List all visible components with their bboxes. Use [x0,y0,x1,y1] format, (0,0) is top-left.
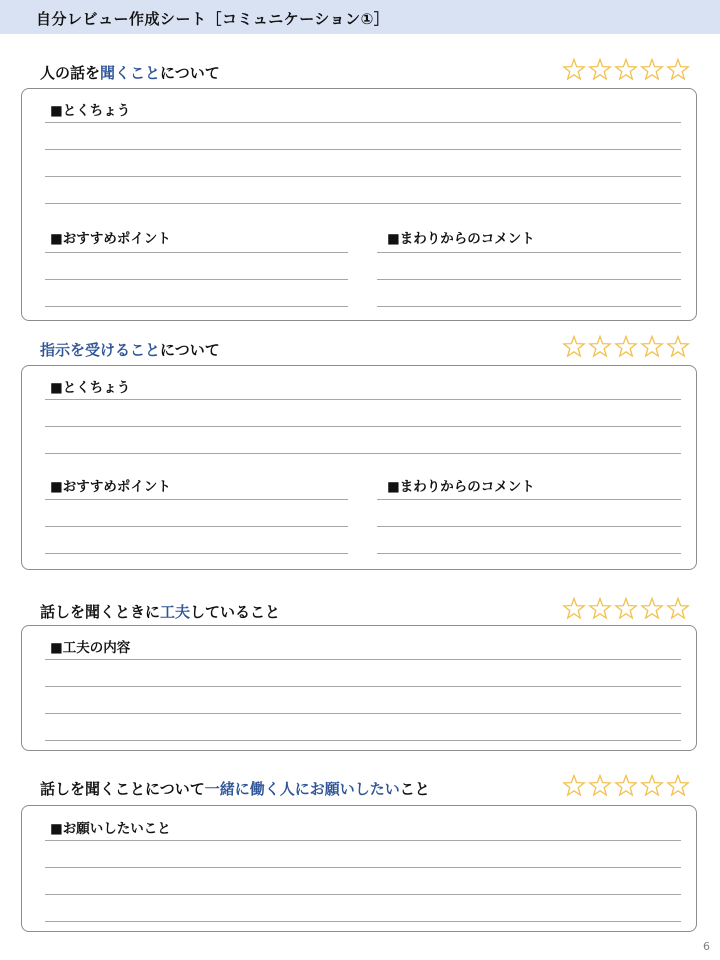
section-2-box [21,365,697,570]
section-2-star-rating[interactable] [562,335,690,361]
star-icon[interactable] [640,597,664,621]
star-icon[interactable] [666,58,690,82]
section-3-star-rating[interactable] [562,597,690,623]
write-line[interactable] [45,659,681,660]
star-icon[interactable] [588,597,612,621]
write-line[interactable] [377,553,681,554]
star-icon[interactable] [614,58,638,82]
write-line[interactable] [377,252,681,253]
section-1-star-rating[interactable] [562,58,690,84]
write-line[interactable] [45,713,681,714]
write-line[interactable] [45,203,681,204]
sheet-title: 自分レビュー作成シート［コミュニケーション①］ [36,10,390,28]
star-icon[interactable] [666,597,690,621]
star-icon[interactable] [562,335,586,359]
section-4-box [21,805,697,932]
write-line[interactable] [45,686,681,687]
write-line[interactable] [45,426,681,427]
section-3-box [21,625,697,751]
write-line[interactable] [45,252,348,253]
section-2-main-label: ■とくちょう [50,380,131,396]
section-1-comments-label: ■まわりからのコメント [387,231,535,247]
write-line[interactable] [45,306,348,307]
star-icon[interactable] [588,335,612,359]
write-line[interactable] [45,526,348,527]
star-icon[interactable] [640,335,664,359]
section-1-recommend-label: ■おすすめポイント [50,231,171,247]
section-3-title: 話しを聞くときに工夫していること [40,603,281,621]
section-1-title: 人の話を聞くことについて [40,64,220,82]
write-line[interactable] [377,279,681,280]
write-line[interactable] [45,553,348,554]
star-icon[interactable] [666,335,690,359]
star-icon[interactable] [588,774,612,798]
write-line[interactable] [377,499,681,500]
write-line[interactable] [45,176,681,177]
write-line[interactable] [45,279,348,280]
write-line[interactable] [45,894,681,895]
write-line[interactable] [45,740,681,741]
write-line[interactable] [45,122,681,123]
section-4-star-rating[interactable] [562,774,690,800]
star-icon[interactable] [640,774,664,798]
section-1-box [21,88,697,321]
section-2-comments-label: ■まわりからのコメント [387,479,535,495]
star-icon[interactable] [562,58,586,82]
star-icon[interactable] [588,58,612,82]
section-2-title: 指示を受けることについて [40,341,220,359]
star-icon[interactable] [614,597,638,621]
star-icon[interactable] [640,58,664,82]
write-line[interactable] [377,526,681,527]
section-3-main-label: ■工夫の内容 [50,640,131,656]
write-line[interactable] [45,149,681,150]
write-line[interactable] [45,840,681,841]
star-icon[interactable] [562,597,586,621]
write-line[interactable] [45,499,348,500]
section-2-recommend-label: ■おすすめポイント [50,479,171,495]
star-icon[interactable] [614,774,638,798]
section-1-main-label: ■とくちょう [50,103,131,119]
header-bar [0,0,720,34]
section-4-main-label: ■お願いしたいこと [50,821,171,837]
star-icon[interactable] [666,774,690,798]
write-line[interactable] [377,306,681,307]
page-number: 6 [703,940,710,953]
section-4-title: 話しを聞くことについて一緒に働く人にお願いしたいこと [40,780,430,798]
write-line[interactable] [45,921,681,922]
write-line[interactable] [45,453,681,454]
star-icon[interactable] [614,335,638,359]
write-line[interactable] [45,399,681,400]
write-line[interactable] [45,867,681,868]
star-icon[interactable] [562,774,586,798]
